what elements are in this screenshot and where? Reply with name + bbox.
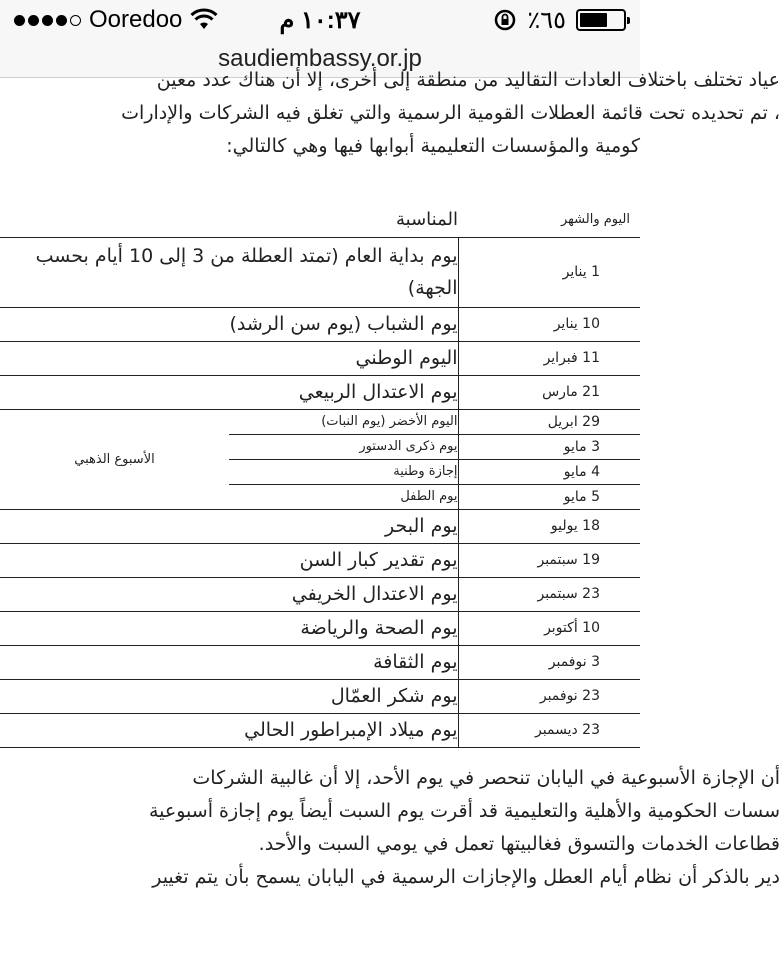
holiday-occasion: يوم الاعتدال الخريفي: [0, 577, 458, 611]
status-icons: [493, 6, 626, 35]
holiday-occasion: إجازة وطنية: [229, 459, 458, 484]
holiday-date: 11 فبراير: [458, 341, 640, 375]
table-row: [0, 713, 640, 747]
holiday-occasion: يوم الشباب (يوم سن الرشد): [0, 307, 458, 341]
table-row: [0, 679, 640, 713]
holiday-date: 10 يناير: [458, 307, 640, 341]
header-date: اليوم والشهر: [458, 203, 640, 237]
holiday-occasion: يوم بداية العام (تمتد العطلة من 3 إلى 10 أيام بحسب الجهة): [0, 237, 458, 307]
holiday-occasion: اليوم الأخضر (يوم النبات): [229, 409, 458, 434]
status-bar: [0, 0, 640, 40]
web-page-content: [0, 69, 780, 960]
intro-line-1: عياد تختلف باختلاف العادات التقاليد من منطقة إلى أخرى، إلا أن هناك عدد معين: [156, 69, 780, 91]
signal-dot: [14, 15, 25, 26]
holiday-occasion: اليوم الوطني: [0, 341, 458, 375]
intro-paragraph: [0, 64, 780, 163]
holiday-date: 3 مايو: [458, 434, 640, 459]
battery-icon: [576, 9, 626, 31]
outro-line-3: قطاعات الخدمات والتسوق فغالبيتها تعمل في يومي السبت والأحد.: [258, 832, 780, 855]
carrier-name: Ooredoo: [89, 6, 183, 33]
signal-dot: [28, 15, 39, 26]
table-row: [0, 611, 640, 645]
holiday-occasion: يوم الصحة والرياضة: [0, 611, 458, 645]
battery-level-fill: [580, 13, 607, 27]
holiday-occasion: يوم تقدير كبار السن: [0, 543, 458, 577]
holiday-occasion: يوم ميلاد الإمبراطور الحالي: [0, 713, 458, 747]
holiday-date: 19 سبتمبر: [458, 543, 640, 577]
outro-line-2: سسات الحكومية والأهلية والتعليمية قد أقرت يوم السبت أيضاً يوم إجازة أسبوعية: [148, 799, 780, 822]
wifi-icon: [190, 9, 218, 31]
table-row: [0, 577, 640, 611]
signal-dot: [56, 15, 67, 26]
outro-line-1: أن الإجازة الأسبوعية في اليابان تنحصر في يوم الأحد، إلا أن غالبية الشركات: [192, 766, 780, 789]
holiday-occasion: يوم الاعتدال الربيعي: [0, 375, 458, 409]
holidays-table: [0, 203, 640, 748]
outro-paragraph: [0, 762, 780, 894]
holiday-occasion: يوم الثقافة: [0, 645, 458, 679]
table-row: [0, 645, 640, 679]
clock: ١٠:٣٧ م: [279, 6, 361, 34]
battery-percent: ٪٦٥: [527, 6, 566, 34]
holiday-date: 4 مايو: [458, 459, 640, 484]
signal-dot: [42, 15, 53, 26]
holiday-date: 23 سبتمبر: [458, 577, 640, 611]
holiday-date: 29 ابريل: [458, 409, 640, 434]
holiday-date: 3 نوفمبر: [458, 645, 640, 679]
url-text[interactable]: saudiembassy.or.jp: [218, 44, 422, 72]
signal-strength-icon: [14, 15, 81, 26]
rotation-lock-icon: [493, 8, 517, 32]
signal-dot: [70, 15, 81, 26]
holiday-date: 1 يناير: [458, 237, 640, 307]
table-row: [0, 409, 640, 434]
golden-week-label: الأسبوع الذهبي: [0, 409, 229, 509]
holiday-occasion: يوم ذكرى الدستور: [229, 434, 458, 459]
holiday-date: 23 نوفمبر: [458, 679, 640, 713]
table-header-row: [0, 203, 640, 237]
table-row: [0, 341, 640, 375]
outro-line-4: دير بالذكر أن نظام أيام العطل والإجازات الرسمية في اليابان يسمح بأن يتم تغيير: [152, 865, 780, 888]
holiday-date: 18 يوليو: [458, 509, 640, 543]
holiday-occasion: يوم الطفل: [229, 484, 458, 509]
holiday-date: 21 مارس: [458, 375, 640, 409]
intro-line-3: كومية والمؤسسات التعليمية أبوابها فيها وهي كالتالي:: [226, 135, 640, 157]
carrier-area: [14, 6, 218, 34]
intro-line-2: ، تم تحديده تحت قائمة العطلات القومية الرسمية والتي تغلق فيه الشركات والإدارات: [121, 102, 780, 124]
table-row: [0, 375, 640, 409]
table-body: [0, 237, 640, 747]
table-row: [0, 543, 640, 577]
table-row: [0, 237, 640, 307]
holiday-date: 5 مايو: [458, 484, 640, 509]
table-row: [0, 509, 640, 543]
holiday-date: 10 أكتوبر: [458, 611, 640, 645]
holiday-occasion: يوم البحر: [0, 509, 458, 543]
holiday-occasion: يوم شكر العمّال: [0, 679, 458, 713]
table-row: [0, 307, 640, 341]
holiday-date: 23 ديسمبر: [458, 713, 640, 747]
header-occasion: المناسبة: [0, 203, 458, 237]
